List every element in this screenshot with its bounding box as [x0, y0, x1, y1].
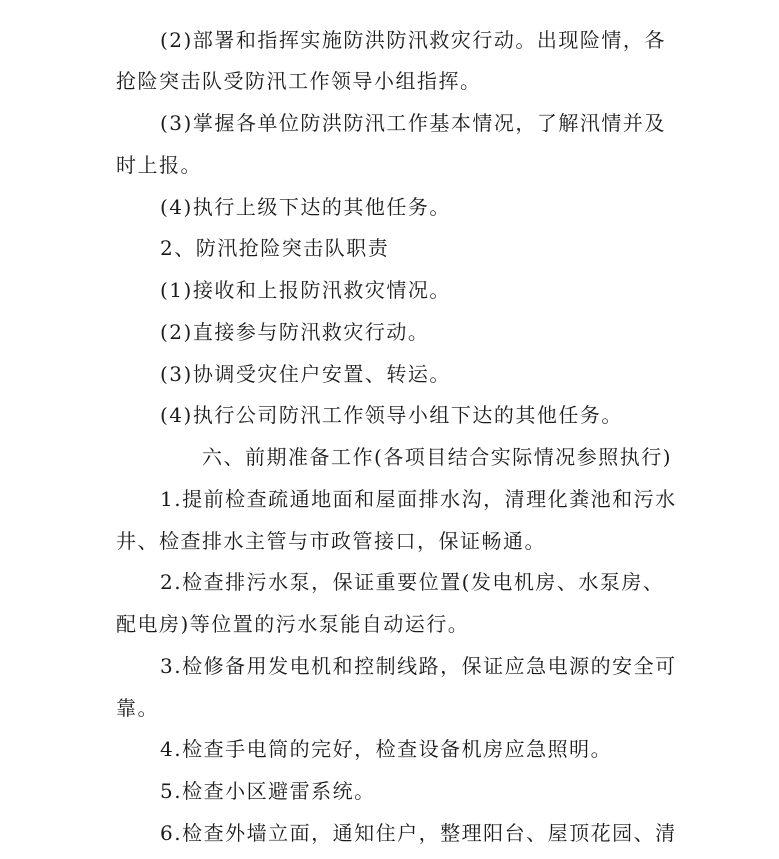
text-line-10: (4)执行公司防汛工作领导小组下达的其他任务。	[160, 403, 623, 427]
text-line-4: 时上报。	[116, 153, 202, 177]
text-line-17: 靠。	[116, 696, 159, 720]
section-heading-2: 2、防汛抢险突击队职责	[160, 236, 390, 260]
text-line-5: (4)执行上级下达的其他任务。	[160, 195, 451, 219]
text-line-16: 3.检修备用发电机和控制线路，保证应急电源的安全可	[160, 654, 677, 678]
text-line-13: 井、检查排水主管与市政管接口，保证畅通。	[116, 529, 546, 553]
text-line-8: (2)直接参与防汛救灾行动。	[160, 320, 430, 344]
text-line-3: (3)掌握各单位防洪防汛工作基本情况，了解汛情并及	[160, 111, 666, 135]
text-line-9: (3)协调受灾住户安置、转运。	[160, 362, 451, 386]
text-line-20: 6.检查外墙立面，通知住户，整理阳台、屋顶花园、清	[160, 821, 677, 845]
text-line-2: 抢险突击队受防汛工作领导小组指挥。	[116, 69, 482, 93]
text-line-1: (2)部署和指挥实施防洪防汛救灾行动。出现险情，各	[160, 28, 666, 52]
text-line-7: (1)接收和上报防汛救灾情况。	[160, 278, 451, 302]
text-line-12: 1.提前检查疏通地面和屋面排水沟，清理化粪池和污水	[160, 487, 677, 511]
text-line-18: 4.检查手电筒的完好，检查设备机房应急照明。	[160, 737, 613, 761]
section-heading-6: 六、前期准备工作(各项目结合实际情况参照执行)	[202, 445, 673, 469]
text-line-19: 5.检查小区避雷系统。	[160, 779, 376, 803]
text-line-15: 配电房)等位置的污水泵能自动运行。	[116, 612, 470, 636]
text-line-14: 2.检查排污水泵，保证重要位置(发电机房、水泵房、	[160, 570, 665, 594]
